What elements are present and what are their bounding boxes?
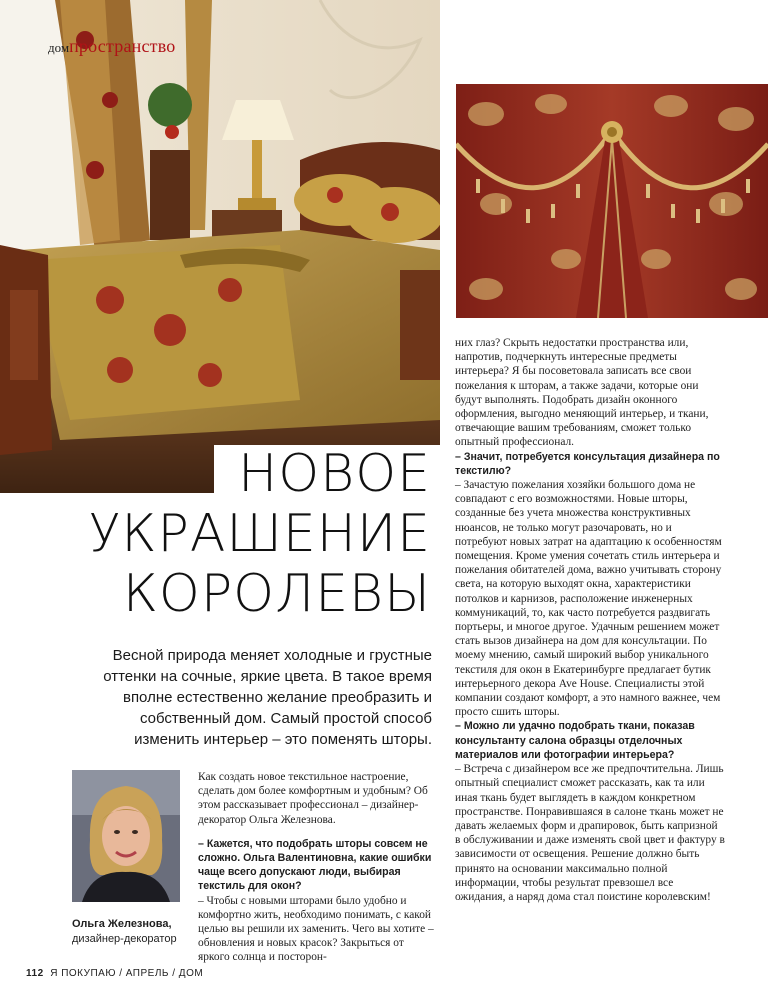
lead-paragraph: Весной природа меняет холодные и грустные оттенки на сочные, яркие цвета. В такое время вполне естественно желание преобразить и собственный дом. Самый простой способ изменить интерьер – это поменять шторы. bbox=[103, 647, 432, 748]
answer-2: – Зачастую пожелания хозяйки большого дома не совпадают с его возможностями. Новые шторы, созданные без учета множества конструктивных нюансов, не только могут разочаровать, но и потребуют новых затрат на адаптацию к особенностям помещения. Кроме умения сочетать стиль интерьера и пожелания обитателей дома, важно учитывать сторону света, на которую выходят окна, характеристики потолков и карнизов, расположение инженерных коммуникаций, то, как часто потребуется раздвигать портьеры, и многое другое. Удачным решением может стать вызов дизайнера на дом для консультации. По моему мнению, самый широкий выбор уникального текстиля для окон в Екатеринбурге предлагает бутик интерьерного декора Ave House. Специалисты этой компании создают комфорт, а это намного важнее, чем просто сшить шторы. bbox=[455, 479, 722, 719]
title-line-1: НОВОЕ bbox=[238, 444, 431, 504]
article-column-middle bbox=[198, 770, 436, 965]
question-3: – Можно ли удачно подобрать ткани, показав консультанту салона образцы отделочных материалов или фотографии интерьера? bbox=[455, 720, 695, 761]
answer-3: – Встреча с дизайнером все же предпочтительна. Лишь опытный специалист сможет рассказать, как та или иная ткань будет выглядеть в каждом конкретном пространстве. Понравившаяся в салоне ткань может не давать желаемых форм и драпировок, быть капризной в обслуживании и даже изменять свой цвет и фактуру в зависимости от освещения. Решение должно быть принято на основании максимально полной информации, чтобы результат превзошел все ожидания, а наряд дома стал поистине королевским! bbox=[455, 763, 725, 903]
section-tag bbox=[48, 36, 176, 57]
portrait-caption-role: дизайнер-декоратор bbox=[72, 933, 177, 945]
title-line-2: УКРАШЕНИЕ bbox=[88, 504, 431, 564]
intro-paragraph: Как создать новое текстильное настроение, сделать дом более комфортным и удобным? Об этом рассказывает профессионал – дизайнер-декоратор Ольга Железнова. bbox=[198, 771, 428, 826]
section-tag-small: дом bbox=[48, 40, 70, 55]
section-tag-big: пространство bbox=[69, 36, 176, 56]
author-portrait bbox=[72, 770, 180, 902]
portrait-caption-name: Ольга Железнова, bbox=[72, 918, 172, 930]
answer-1: – Чтобы с новыми шторами было удобно и комфортно жить, необходимо понимать, с какой целью вы решили их заменить. Чего вы хотите – обновления и новых красок? Закрыться от яркого солнца и посторон- bbox=[198, 894, 434, 964]
bedroom-photo bbox=[0, 0, 440, 493]
footer-text: Я ПОКУПАЮ / АПРЕЛЬ / ДОМ bbox=[50, 968, 204, 979]
page-footer bbox=[26, 968, 203, 979]
title-line-3: КОРОЛЕВЫ bbox=[122, 564, 431, 624]
question-1: – Кажется, что подобрать шторы совсем не сложно. Ольга Валентиновна, какие ошибки чаще всего допускают люди, выбирая текстиль для окон? bbox=[198, 837, 432, 893]
question-2: – Значит, потребуется консультация дизайнера по текстилю? bbox=[455, 450, 720, 477]
answer-1-continued: них глаз? Скрыть недостатки пространства или, напротив, подчеркнуть интересные предметы интерьера? Я бы посоветовала записать все свои пожелания к шторам, а также задачи, которые они будут выполнять. Подобрать дизайн оконного оформления, выгодно меняющий интерьер, и ткани, отвечающие вашим требованиям, сможет только опытный профессионал. bbox=[455, 337, 709, 449]
curtain-photo bbox=[456, 84, 768, 318]
article-column-right bbox=[455, 336, 725, 904]
page-number: 112 bbox=[26, 968, 44, 979]
